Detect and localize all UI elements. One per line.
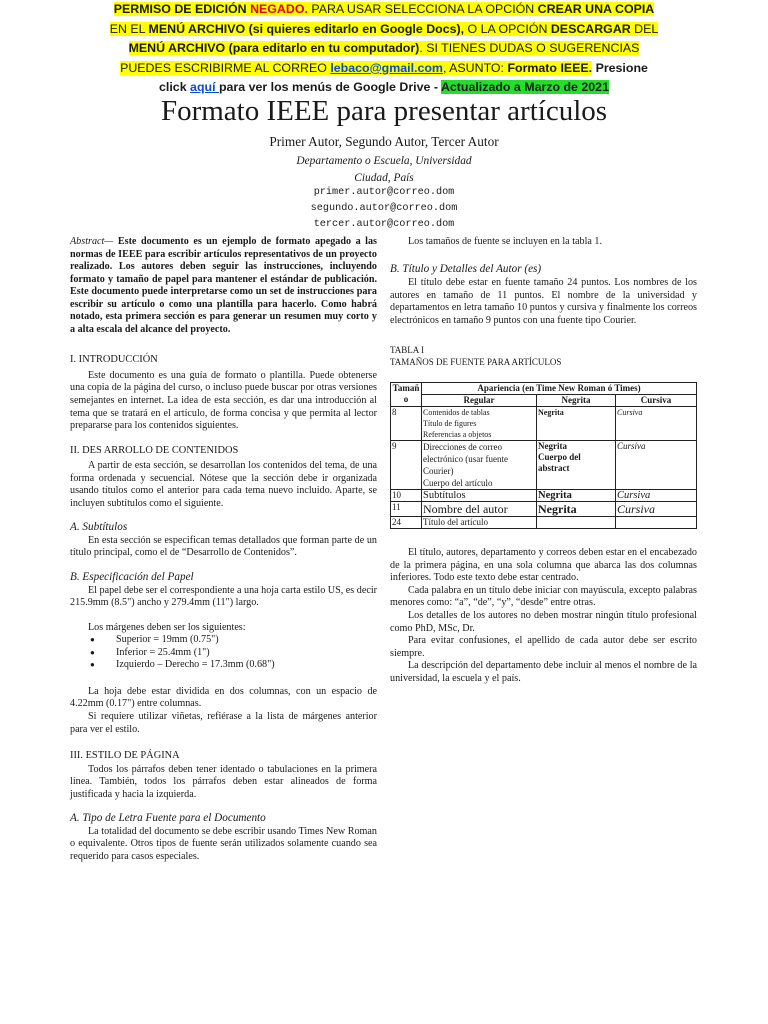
notice-text: PARA USAR SELECCIONA LA OPCIÓN [307, 2, 538, 16]
table-cell-regular: Nombre del autor [422, 502, 537, 517]
table-row [391, 502, 697, 517]
table-cell-size: 10 [391, 490, 422, 502]
list-item: ● Izquierdo – Derecho = 17.3mm (0.68") [70, 659, 377, 672]
list-item: ● Superior = 19mm (0.75") [70, 634, 377, 647]
subsection-heading: B. Especificación del Papel [70, 571, 194, 584]
table-header-size: Tamañ o [391, 383, 422, 407]
section-heading: I. INTRODUCCIÓN [70, 354, 158, 366]
paragraph: Los márgenes deben ser los siguientes: [88, 621, 246, 633]
notice-text: , ASUNTO: [442, 60, 508, 75]
table-cell-bold: Negrita [537, 490, 616, 502]
notice-text: . SI TIENES DUDAS O SUGERENCIAS [419, 41, 640, 56]
table-cell-regular: Direcciones de correo electrónico (usar fuente Courier) Cuerpo del artículo [422, 441, 537, 490]
updated-badge: Actualizado a Marzo de 2021 [440, 80, 609, 95]
table-header-bold: Negrita [537, 395, 616, 407]
abstract-label: Abstract— [70, 236, 114, 247]
notice-text: DEL [630, 21, 659, 36]
paragraph: Cada palabra en un título debe iniciar con mayúscula, excepto palabras menores como: “a”, “de”, “y”, “desde” entre otras. [390, 584, 697, 609]
edit-permission-notice [10, 0, 758, 98]
notice-text: MENÚ ARCHIVO (para editarlo en tu computador) [128, 41, 420, 56]
paragraph: La descripción del departamento debe incluir al menos el nombre de la universidad, la escuela y el país. [390, 660, 697, 684]
notice-denied: NEGADO. [250, 2, 308, 16]
table-header-regular: Regular [422, 395, 537, 407]
list-item: ● Inferior = 25.4mm (1") [70, 647, 377, 660]
subsection-heading: B. Título y Detalles del Autor (es) [390, 262, 542, 275]
table-row [391, 407, 697, 441]
paragraph: El papel debe ser el correspondiente a una hoja carta estilo US, es decir 215.9mm (8.5") ancho y 279.4mm (11") largo. [70, 584, 378, 609]
table-cell-italic: Cursiva [616, 407, 697, 441]
notice-text: PUEDES ESCRIBIRME AL CORREO [120, 60, 331, 75]
table-header-appearance: Apariencia (en Time New Roman ó Times) [422, 383, 697, 395]
author-email: primer.autor@correo.dom [313, 187, 455, 198]
abstract-text: Este documento es un ejemplo de formato apegado a las normas de IEEE para escribir artículos representativos de un proyecto realizado. Los autores deben seguir las instrucciones, incluyendo formato y tamaño de papel para mantener el estándar de publicación. Este documento puede interpretarse como un set de instrucciones para escribir su artículo o como una plantilla para hacerlo. Como habrá notado, esta primera sección es para generar un resumen muy corto y a alta escala del alcance del proyecto. [70, 236, 377, 335]
paragraph: Este documento es una guía de formato o plantilla. Puede obtenerse una copia de la página del curso, o incluso puede buscar por otras versiones semejantes en internet. La idea de esta sección, es dar una introducción al tema que se tratará en el artículo, de forma concisa y que permita al lector prepararse para los contenidos siguientes. [70, 369, 377, 432]
city-country: Ciudad, País [354, 172, 414, 184]
margin-list [70, 634, 377, 672]
department: Departamento o Escuela, Universidad [296, 155, 472, 167]
table-row [391, 517, 697, 529]
subsection-heading: A. Tipo de Letra Fuente para el Documento [70, 812, 266, 825]
notice-text: Presione [592, 60, 648, 75]
notice-text: MENÚ ARCHIVO (si quieres editarlo en Google Docs), [148, 21, 465, 36]
paragraph: La hoja debe estar dividida en dos columnas, con un espacio de 4.22mm (0.17") entre columnas. [70, 685, 377, 710]
table-cell-regular: Título del artículo [422, 517, 537, 529]
paragraph: Para evitar confusiones, el apellido de cada autor debe ser escrito siempre. [390, 635, 697, 659]
paragraph: Si requiere utilizar viñetas, refiérase a la lista de márgenes anterior para ver el estilo. [70, 710, 377, 735]
notice-text: O LA OPCIÓN [464, 21, 551, 36]
paragraph: La totalidad del documento se debe escribir usando Times New Roman o equivalente. Otros tipos de fuente serán utilizados solamente cuando sea requerido para casos especiales. [70, 825, 377, 862]
table-title: TAMAÑOS DE FUENTE PARA ARTÍCULOS [390, 357, 562, 368]
notice-subject: Formato IEEE. [507, 60, 593, 75]
table-cell-bold [537, 517, 616, 529]
notice-text: click [159, 80, 191, 95]
contact-email-link[interactable]: lebaco@gmail.com [330, 60, 443, 75]
table-header-italic: Cursiva [616, 395, 697, 407]
table-cell-italic: Cursiva [616, 502, 697, 517]
section-heading: II. DES ARROLLO DE CONTENIDOS [70, 444, 239, 456]
notice-text: para ver los menús de Google Drive - [218, 80, 441, 95]
paper-title: Formato IEEE para presentar artículos [160, 95, 608, 127]
table-cell-regular: Contenidos de tablas Título de figures Referencias a objetos [422, 407, 537, 441]
table-cell-italic: Cursiva [616, 490, 697, 502]
table-cell-size: 8 [391, 407, 422, 441]
section-heading: III. ESTILO DE PÁGINA [70, 750, 180, 762]
abstract [70, 236, 377, 336]
table-cell-italic: Cursiva [616, 441, 697, 490]
notice-text: CREAR UNA COPIA [537, 2, 655, 16]
table-cell-size: 11 [391, 502, 422, 517]
notice-text: DESCARGAR [550, 21, 631, 36]
subsection-heading: A. Subtítulos [70, 521, 128, 534]
table-cell-regular: Subtítulos [422, 490, 537, 502]
notice-text: EN EL [109, 21, 149, 36]
table-cell-italic [616, 517, 697, 529]
left-column [70, 236, 377, 863]
table-cell-bold: Negrita [537, 502, 616, 517]
author-email: tercer.autor@correo.dom [313, 219, 455, 230]
paragraph: Todos los párrafos deben tener identado o tabulaciones en la primera línea. También, todos los párrafos deben estar alineados de forma justificada y hacia la izquierda. [70, 763, 377, 800]
paragraph: Los detalles de los autores no deben mostrar ningún título profesional como PhD, MSc, Dr. [390, 610, 697, 634]
paragraph: En esta sección se especifican temas detallados que forman parte de un título principal, como el de “Desarrollo de Contenidos”. [70, 534, 377, 559]
table-cell-bold: Negrita [537, 407, 616, 441]
drive-menus-link[interactable]: aquí [190, 80, 219, 95]
font-size-table [390, 382, 697, 529]
notice-text: PERMISO DE EDICIÓN [113, 2, 251, 16]
paragraph: El título debe estar en fuente tamaño 24 puntos. Los nombres de los autores en tamaño de 11 puntos. El nombre de la universidad y departamentos en letra tamaño 10 puntos y cursiva y finalmente los correos electrónicos en tamaño 9 puntos con una fuente tipo Courier. [390, 277, 697, 326]
table-row [391, 490, 697, 502]
paragraph: A partir de esta sección, se desarrollan los contenidos del tema, de una forma ordenada y secuencial. Nótese que la sección debe ir organizada usando títulos como el anterior para cada tema nuevo incluido. Aparte, se incluyen subtítulos como el siguiente. [70, 460, 377, 509]
paragraph: El título, autores, departamento y correos deben estar en el encabezado de la primera página, en una sola columna que abarca las dos columnas inferiores. Todo este texto debe estar centrado. [390, 547, 697, 584]
author-list: Primer Autor, Segundo Autor, Tercer Autor [269, 134, 499, 149]
right-column [390, 236, 697, 685]
table-number: TABLA I [390, 345, 425, 356]
paragraph: Los tamaños de fuente se incluyen en la tabla 1. [408, 236, 602, 247]
author-email: segundo.autor@correo.dom [310, 203, 458, 214]
table-cell-size: 9 [391, 441, 422, 490]
table-cell-size: 24 [391, 517, 422, 529]
table-cell-bold: Negrita Cuerpo del abstract [537, 441, 616, 490]
table-row [391, 441, 697, 490]
